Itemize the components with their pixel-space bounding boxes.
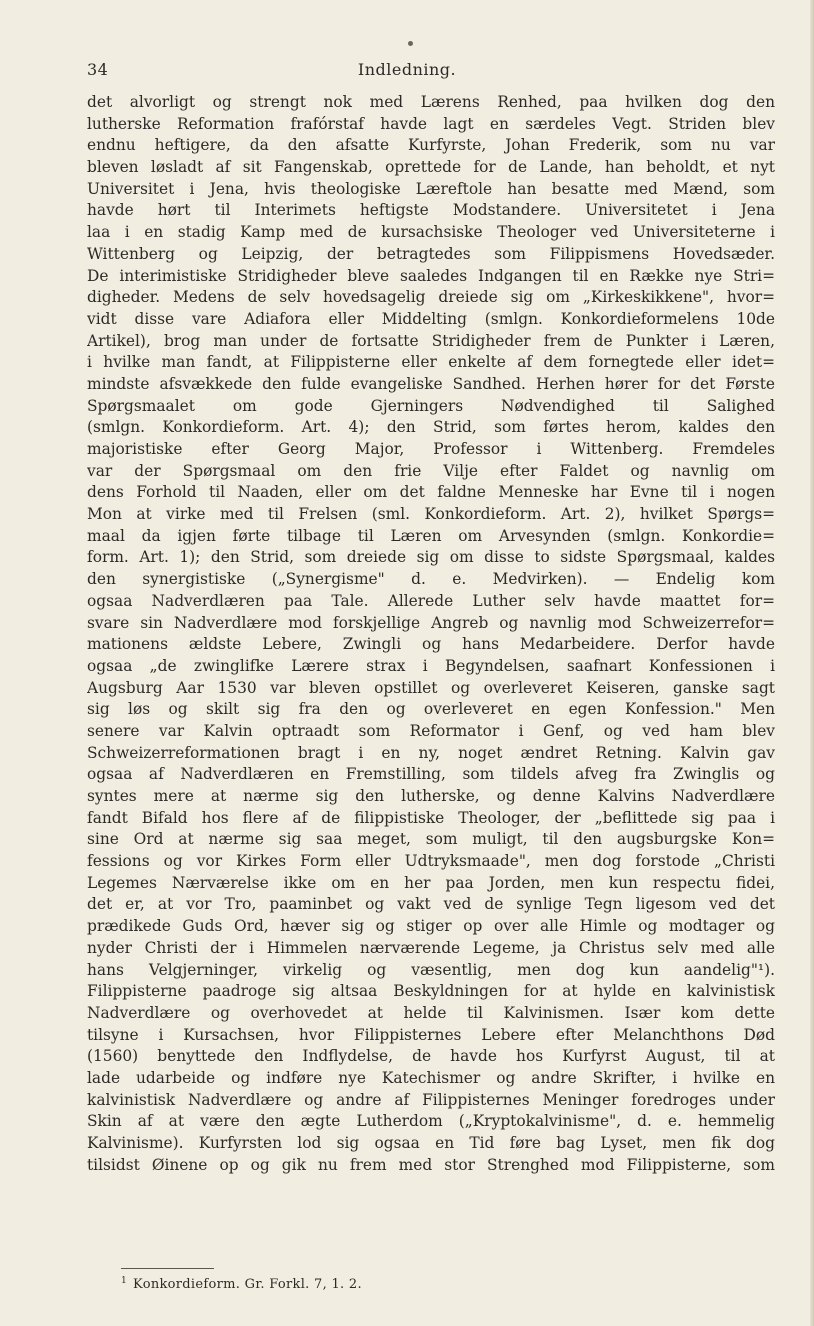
text-line: endnu heftigere, da den afsatte Kurfyrste, Johan Frederik, som nu var [87,136,775,155]
text-line: ogsaa „de zwinglifke Lærere strax i Begyndelsen, saafnart Konfessionen i [87,656,775,675]
text-line: Wittenberg og Leipzig, der betragtedes som Filippismens Hovedsæder. [87,244,775,263]
running-title: Indledning. [357,60,457,79]
text-line: det alvorligt og strengt nok med Lærens Renhed, paa hvilken dog den [87,93,775,111]
text-line: fessions og vor Kirkes Form eller Udtryksmaade", men dog forstode „Christi [87,852,775,871]
footnote [121,1276,362,1292]
text-line: majoristiske efter Georg Major, Professor i Wittenberg. Fremdeles [87,440,775,458]
text-line: nyder Christi der i Himmelen nærværende Legeme, ja Christus selv med alle [87,938,775,957]
text-line: sine Ord at nærme sig saa meget, som muligt, til den augsburgske Kon= [87,830,775,849]
footnote-text: Konkordieform. Gr. Forkl. 7, 1. 2. [133,1277,362,1292]
text-line: sig løs og skilt sig fra den og overleveret en egen Konfession." Men [87,700,775,719]
text-line: Kalvinisme). Kurfyrsten lod sig ogsaa en Tid føre bag Lyset, men fik dog [87,1134,775,1152]
text-line: laa i en stadig Kamp med de kursachsiske Theologer ved Universiteterne i [87,223,775,242]
printer-mark [408,41,413,46]
text-line: ogsaa Nadverdlæren paa Tale. Allerede Luther selv havde maattet for= [87,591,775,610]
text-line: mindste afsvækkede den fulde evangeliske Sandhed. Herhen hører for det Første [87,374,775,393]
text-line: ogsaa af Nadverdlæren en Fremstilling, som tildels afveg fra Zwinglis og [87,765,775,784]
text-line: lade udarbeide og indføre nye Katechismer og andre Skrifter, i hvilke en [87,1068,775,1087]
page-number: 34 [87,60,109,79]
text-line: (smlgn. Konkordieform. Art. 4); den Strid, som førtes herom, kaldes den [87,418,775,437]
text-line: Artikel), brog man under de fortsatte Stridigheder frem de Punkter i Læren, [87,331,775,350]
text-line: Skin af at være den ægte Lutherdom („Kryptokalvinisme", d. e. hemmelig [87,1112,775,1131]
footnote-rule [121,1268,214,1269]
text-line: svare sin Nadverdlære mod forskjellige Angreb og navnlig mod Schweizerrefor= [87,613,775,632]
text-line: tilsidst Øinene op og gik nu frem med stor Strenghed mod Filippisterne, som [87,1155,775,1174]
body-text [87,92,775,1176]
text-line: senere var Kalvin optraadt som Reformator i Genf, og ved ham blev [87,721,775,740]
text-line: tilsyne i Kursachsen, hvor Filippisternes Lebere efter Melanchthons Død [87,1025,775,1044]
footnote-marker: 1 [121,1276,128,1286]
text-line: havde hørt til Interimets heftigste Modstandere. Universitetet i Jena [87,201,775,220]
text-line: prædikede Guds Ord, hæver sig og stiger op over alle Himle og modtager og [87,917,775,936]
text-line: bleven løsladt af sit Fangenskab, oprettede for de Lande, han beholdt, et nyt [87,158,775,177]
text-line: form. Art. 1); den Strid, som dreiede sig om disse to sidste Spørgsmaal, kaldes [87,548,775,567]
text-line: kalvinistisk Nadverdlære og andre af Filippisternes Meninger foredroges under [87,1090,775,1109]
text-line: Augsburg Aar 1530 var bleven opstillet og overleveret Keiseren, ganske sagt [87,678,775,697]
text-line: Nadverdlære og overhovedet at helde til Kalvinismen. Især kom dette [87,1003,775,1022]
text-line: Filippisterne paadroge sig altsaa Beskyldningen for at hylde en kalvinistisk [87,982,775,1001]
text-line: Universitet i Jena, hvis theologiske Læreftole han besatte med Mænd, som [87,179,775,198]
text-line: fandt Bifald hos flere af de filippistiske Theologer, der „beflittede sig paa i [87,808,775,827]
text-line: (1560) benyttede den Indflydelse, de havde hos Kurfyrst August, til at [87,1047,775,1066]
text-line: vidt disse vare Adiafora eller Middelting (smlgn. Konkordieformelens 10de [87,309,775,328]
text-line: det er, at vor Tro, paaminbet og vakt ved de synlige Tegn ligesom ved det [87,895,775,914]
text-line: den synergistiske („Synergisme" d. e. Medvirken). — Endelig kom [87,570,775,589]
text-line: Legemes Nærværelse ikke om en her paa Jorden, men kun respectu fidei, [87,873,775,892]
text-line: syntes mere at nærme sig den lutherske, og denne Kalvins Nadverdlære [87,787,775,805]
page-edge [810,0,814,1326]
text-line: hans Velgjerninger, virkelig og væsentlig, men dog kun aandelig"¹). [87,960,775,979]
text-line: i hvilke man fandt, at Filippisterne eller enkelte af dem fornegtede eller idet= [87,353,775,372]
text-line: maal da igjen førte tilbage til Læren om Arvesynden (smlgn. Konkordie= [87,526,775,545]
text-line: lutherske Reformation frafórstaf havde lagt en særdeles Vegt. Striden blev [87,114,775,133]
text-line: De interimistiske Stridigheder bleve saaledes Indgangen til en Række nye Stri= [87,266,775,285]
text-line: dens Forhold til Naaden, eller om det faldne Menneske har Evne til i nogen [87,483,775,502]
text-line: Mon at virke med til Frelsen (sml. Konkordieform. Art. 2), hvilket Spørgs= [87,505,775,524]
text-line: Spørgsmaalet om gode Gjerningers Nødvendighed til Salighed [87,396,775,415]
text-line: digheder. Medens de selv hovedsagelig dreiede sig om „Kirkeskikkene", hvor= [87,288,775,307]
text-line: Schweizerreformationen bragt i en ny, noget ændret Retning. Kalvin gav [87,743,775,762]
text-line: var der Spørgsmaal om den frie Vilje efter Faldet og navnlig om [87,461,775,480]
text-line: mationens ældste Lebere, Zwingli og hans Medarbeidere. Derfor havde [87,635,775,654]
